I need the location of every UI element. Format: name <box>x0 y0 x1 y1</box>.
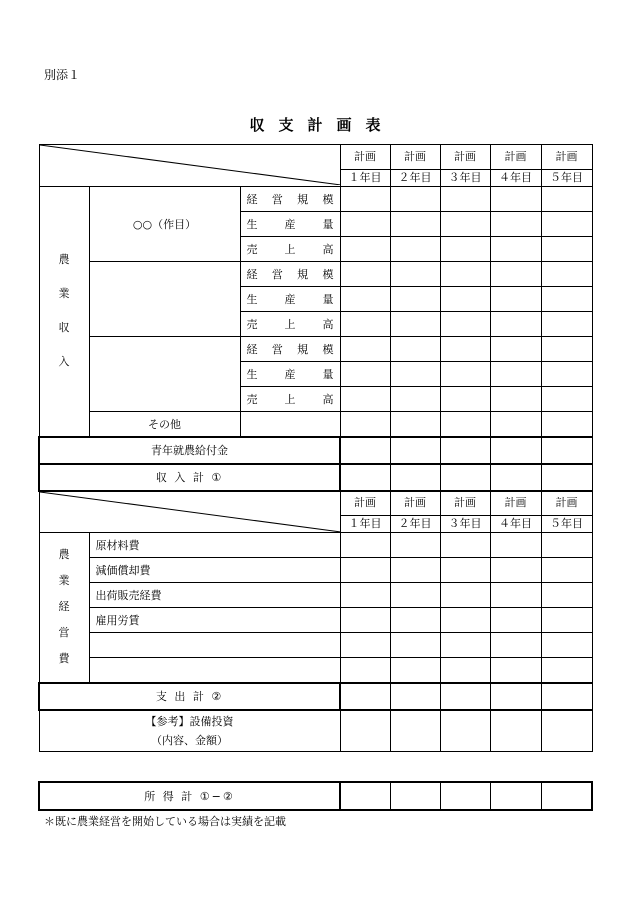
year-header-year: １年目 <box>340 516 390 533</box>
value-cell[interactable] <box>340 533 390 558</box>
category-char: 農 <box>58 253 70 267</box>
value-cell[interactable] <box>490 337 541 362</box>
value-cell[interactable] <box>490 437 541 464</box>
value-cell[interactable] <box>390 412 440 437</box>
value-cell[interactable] <box>490 362 541 387</box>
reference-investment-label <box>39 710 340 752</box>
value-cell[interactable] <box>440 412 490 437</box>
metric-production: 生 産 量 <box>240 287 340 312</box>
value-cell[interactable] <box>340 262 390 287</box>
diagonal-line <box>40 145 341 185</box>
value-cell[interactable] <box>440 312 490 337</box>
category-char: 業 <box>58 287 70 301</box>
year-header-year: ５年目 <box>541 170 592 187</box>
value-cell[interactable] <box>340 683 390 710</box>
value-cell[interactable] <box>490 782 541 810</box>
expense-item: 原材料費 <box>89 533 340 558</box>
metric-sales: 売 上 高 <box>240 237 340 262</box>
value-cell[interactable] <box>490 287 541 312</box>
value-cell[interactable] <box>440 658 490 683</box>
value-cell[interactable] <box>490 608 541 633</box>
expense-total-label: 支 出 計 ② <box>39 683 340 710</box>
value-cell[interactable] <box>440 212 490 237</box>
value-cell[interactable] <box>340 237 390 262</box>
value-cell[interactable] <box>440 437 490 464</box>
expense-item[interactable] <box>89 633 340 658</box>
value-cell[interactable] <box>390 362 440 387</box>
value-cell[interactable] <box>440 262 490 287</box>
category-char: 収 <box>58 321 70 335</box>
value-cell[interactable] <box>340 558 390 583</box>
value-cell[interactable] <box>440 187 490 212</box>
value-cell[interactable] <box>440 583 490 608</box>
expense-item: 減価償却費 <box>89 558 340 583</box>
value-cell[interactable] <box>541 212 592 237</box>
reference-line-1: 【参考】設備投資 <box>145 714 234 728</box>
header-diagonal-cell <box>39 145 340 187</box>
value-cell[interactable] <box>340 187 390 212</box>
expense-category-label <box>39 533 89 683</box>
value-cell[interactable] <box>490 633 541 658</box>
year-header-year: ４年目 <box>490 516 541 533</box>
value-cell[interactable] <box>541 237 592 262</box>
diagonal-line <box>40 492 341 532</box>
year-header-plan: 計画 <box>440 491 490 516</box>
value-cell[interactable] <box>340 387 390 412</box>
value-cell[interactable] <box>490 237 541 262</box>
year-header-plan: 計画 <box>490 491 541 516</box>
expense-item: 雇用労賃 <box>89 608 340 633</box>
value-cell[interactable] <box>390 558 440 583</box>
value-cell[interactable] <box>490 212 541 237</box>
value-cell[interactable] <box>390 710 440 752</box>
value-cell[interactable] <box>541 558 592 583</box>
value-cell[interactable] <box>541 710 592 752</box>
value-cell[interactable] <box>440 782 490 810</box>
value-cell[interactable] <box>541 262 592 287</box>
value-cell[interactable] <box>490 683 541 710</box>
value-cell[interactable] <box>490 583 541 608</box>
value-cell[interactable] <box>440 633 490 658</box>
value-cell[interactable] <box>340 412 390 437</box>
value-cell[interactable] <box>541 437 592 464</box>
crop-name-cell[interactable] <box>89 337 240 412</box>
other-income-label: その他 <box>89 412 240 437</box>
value-cell[interactable] <box>390 658 440 683</box>
value-cell[interactable] <box>340 608 390 633</box>
other-income-detail[interactable] <box>240 412 340 437</box>
value-cell[interactable] <box>390 464 440 491</box>
year-header-year: ３年目 <box>440 516 490 533</box>
subsidy-label: 青年就農給付金 <box>39 437 340 464</box>
metric-sales: 売 上 高 <box>240 312 340 337</box>
value-cell[interactable] <box>340 337 390 362</box>
value-cell[interactable] <box>490 187 541 212</box>
value-cell[interactable] <box>440 683 490 710</box>
income-category-label <box>39 187 89 437</box>
income-expense-table <box>38 144 593 752</box>
value-cell[interactable] <box>390 337 440 362</box>
year-header-plan: 計画 <box>440 145 490 170</box>
value-cell[interactable] <box>541 387 592 412</box>
value-cell[interactable] <box>390 533 440 558</box>
value-cell[interactable] <box>490 387 541 412</box>
expense-item[interactable] <box>89 658 340 683</box>
value-cell[interactable] <box>440 608 490 633</box>
category-char: 経 <box>58 600 70 614</box>
value-cell[interactable] <box>340 633 390 658</box>
metric-production: 生 産 量 <box>240 212 340 237</box>
year-header-plan: 計画 <box>340 491 390 516</box>
value-cell[interactable] <box>440 533 490 558</box>
value-cell[interactable] <box>541 312 592 337</box>
value-cell[interactable] <box>340 464 390 491</box>
value-cell[interactable] <box>390 312 440 337</box>
value-cell[interactable] <box>390 583 440 608</box>
value-cell[interactable] <box>440 237 490 262</box>
value-cell[interactable] <box>390 683 440 710</box>
value-cell[interactable] <box>390 782 440 810</box>
value-cell[interactable] <box>440 337 490 362</box>
header-diagonal-cell <box>39 491 340 533</box>
value-cell[interactable] <box>490 658 541 683</box>
value-cell[interactable] <box>541 337 592 362</box>
metric-scale: 経 営 規 模 <box>240 187 340 212</box>
metric-sales: 売 上 高 <box>240 387 340 412</box>
category-char: 業 <box>58 574 70 588</box>
year-header-plan: 計画 <box>390 491 440 516</box>
value-cell[interactable] <box>541 658 592 683</box>
net-income-table <box>38 781 593 811</box>
value-cell[interactable] <box>340 583 390 608</box>
year-header-year: ５年目 <box>541 516 592 533</box>
value-cell[interactable] <box>490 558 541 583</box>
value-cell[interactable] <box>440 710 490 752</box>
value-cell[interactable] <box>490 412 541 437</box>
value-cell[interactable] <box>490 464 541 491</box>
value-cell[interactable] <box>541 187 592 212</box>
value-cell[interactable] <box>541 412 592 437</box>
footnote: ＊既に農業経営を開始している場合は実績を記載 <box>44 815 286 828</box>
value-cell[interactable] <box>390 212 440 237</box>
value-cell[interactable] <box>340 782 390 810</box>
value-cell[interactable] <box>340 312 390 337</box>
value-cell[interactable] <box>490 312 541 337</box>
value-cell[interactable] <box>440 464 490 491</box>
reference-line-2: （内容、金額） <box>151 733 228 747</box>
page-title: 収支計画表 <box>249 116 395 134</box>
value-cell[interactable] <box>541 583 592 608</box>
value-cell[interactable] <box>440 387 490 412</box>
value-cell[interactable] <box>340 287 390 312</box>
net-income-label: 所 得 計 ①−② <box>39 782 340 810</box>
value-cell[interactable] <box>390 437 440 464</box>
value-cell[interactable] <box>340 212 390 237</box>
year-header-year: ３年目 <box>440 170 490 187</box>
value-cell[interactable] <box>440 287 490 312</box>
value-cell[interactable] <box>390 287 440 312</box>
value-cell[interactable] <box>541 683 592 710</box>
value-cell[interactable] <box>490 262 541 287</box>
year-header-plan: 計画 <box>390 145 440 170</box>
expense-item: 出荷販売経費 <box>89 583 340 608</box>
value-cell[interactable] <box>340 658 390 683</box>
category-char: 農 <box>58 548 70 562</box>
year-header-plan: 計画 <box>541 491 592 516</box>
year-header-plan: 計画 <box>541 145 592 170</box>
category-char: 費 <box>58 652 70 666</box>
year-header-plan: 計画 <box>490 145 541 170</box>
crop-name-cell[interactable] <box>89 262 240 337</box>
year-header-year: ４年目 <box>490 170 541 187</box>
value-cell[interactable] <box>541 287 592 312</box>
value-cell[interactable] <box>541 533 592 558</box>
value-cell[interactable] <box>490 533 541 558</box>
income-total-label: 収 入 計 ① <box>39 464 340 491</box>
year-header-year: ２年目 <box>390 516 440 533</box>
value-cell[interactable] <box>541 633 592 658</box>
metric-production: 生 産 量 <box>240 362 340 387</box>
value-cell[interactable] <box>340 437 390 464</box>
metric-scale: 経 営 規 模 <box>240 262 340 287</box>
attachment-label: 別添１ <box>44 68 81 82</box>
value-cell[interactable] <box>490 710 541 752</box>
value-cell[interactable] <box>390 187 440 212</box>
value-cell[interactable] <box>390 608 440 633</box>
value-cell[interactable] <box>541 782 592 810</box>
value-cell[interactable] <box>541 608 592 633</box>
value-cell[interactable] <box>541 362 592 387</box>
crop-name-cell: ○○（作目） <box>89 187 240 262</box>
value-cell[interactable] <box>340 710 390 752</box>
metric-scale: 経 営 規 模 <box>240 337 340 362</box>
year-header-year: １年目 <box>340 170 390 187</box>
year-header-plan: 計画 <box>340 145 390 170</box>
value-cell[interactable] <box>390 262 440 287</box>
value-cell[interactable] <box>390 387 440 412</box>
value-cell[interactable] <box>390 633 440 658</box>
year-header-year: ２年目 <box>390 170 440 187</box>
value-cell[interactable] <box>390 237 440 262</box>
category-char: 入 <box>58 355 70 369</box>
value-cell[interactable] <box>440 362 490 387</box>
category-char: 営 <box>58 626 70 640</box>
value-cell[interactable] <box>340 362 390 387</box>
value-cell[interactable] <box>541 464 592 491</box>
value-cell[interactable] <box>440 558 490 583</box>
